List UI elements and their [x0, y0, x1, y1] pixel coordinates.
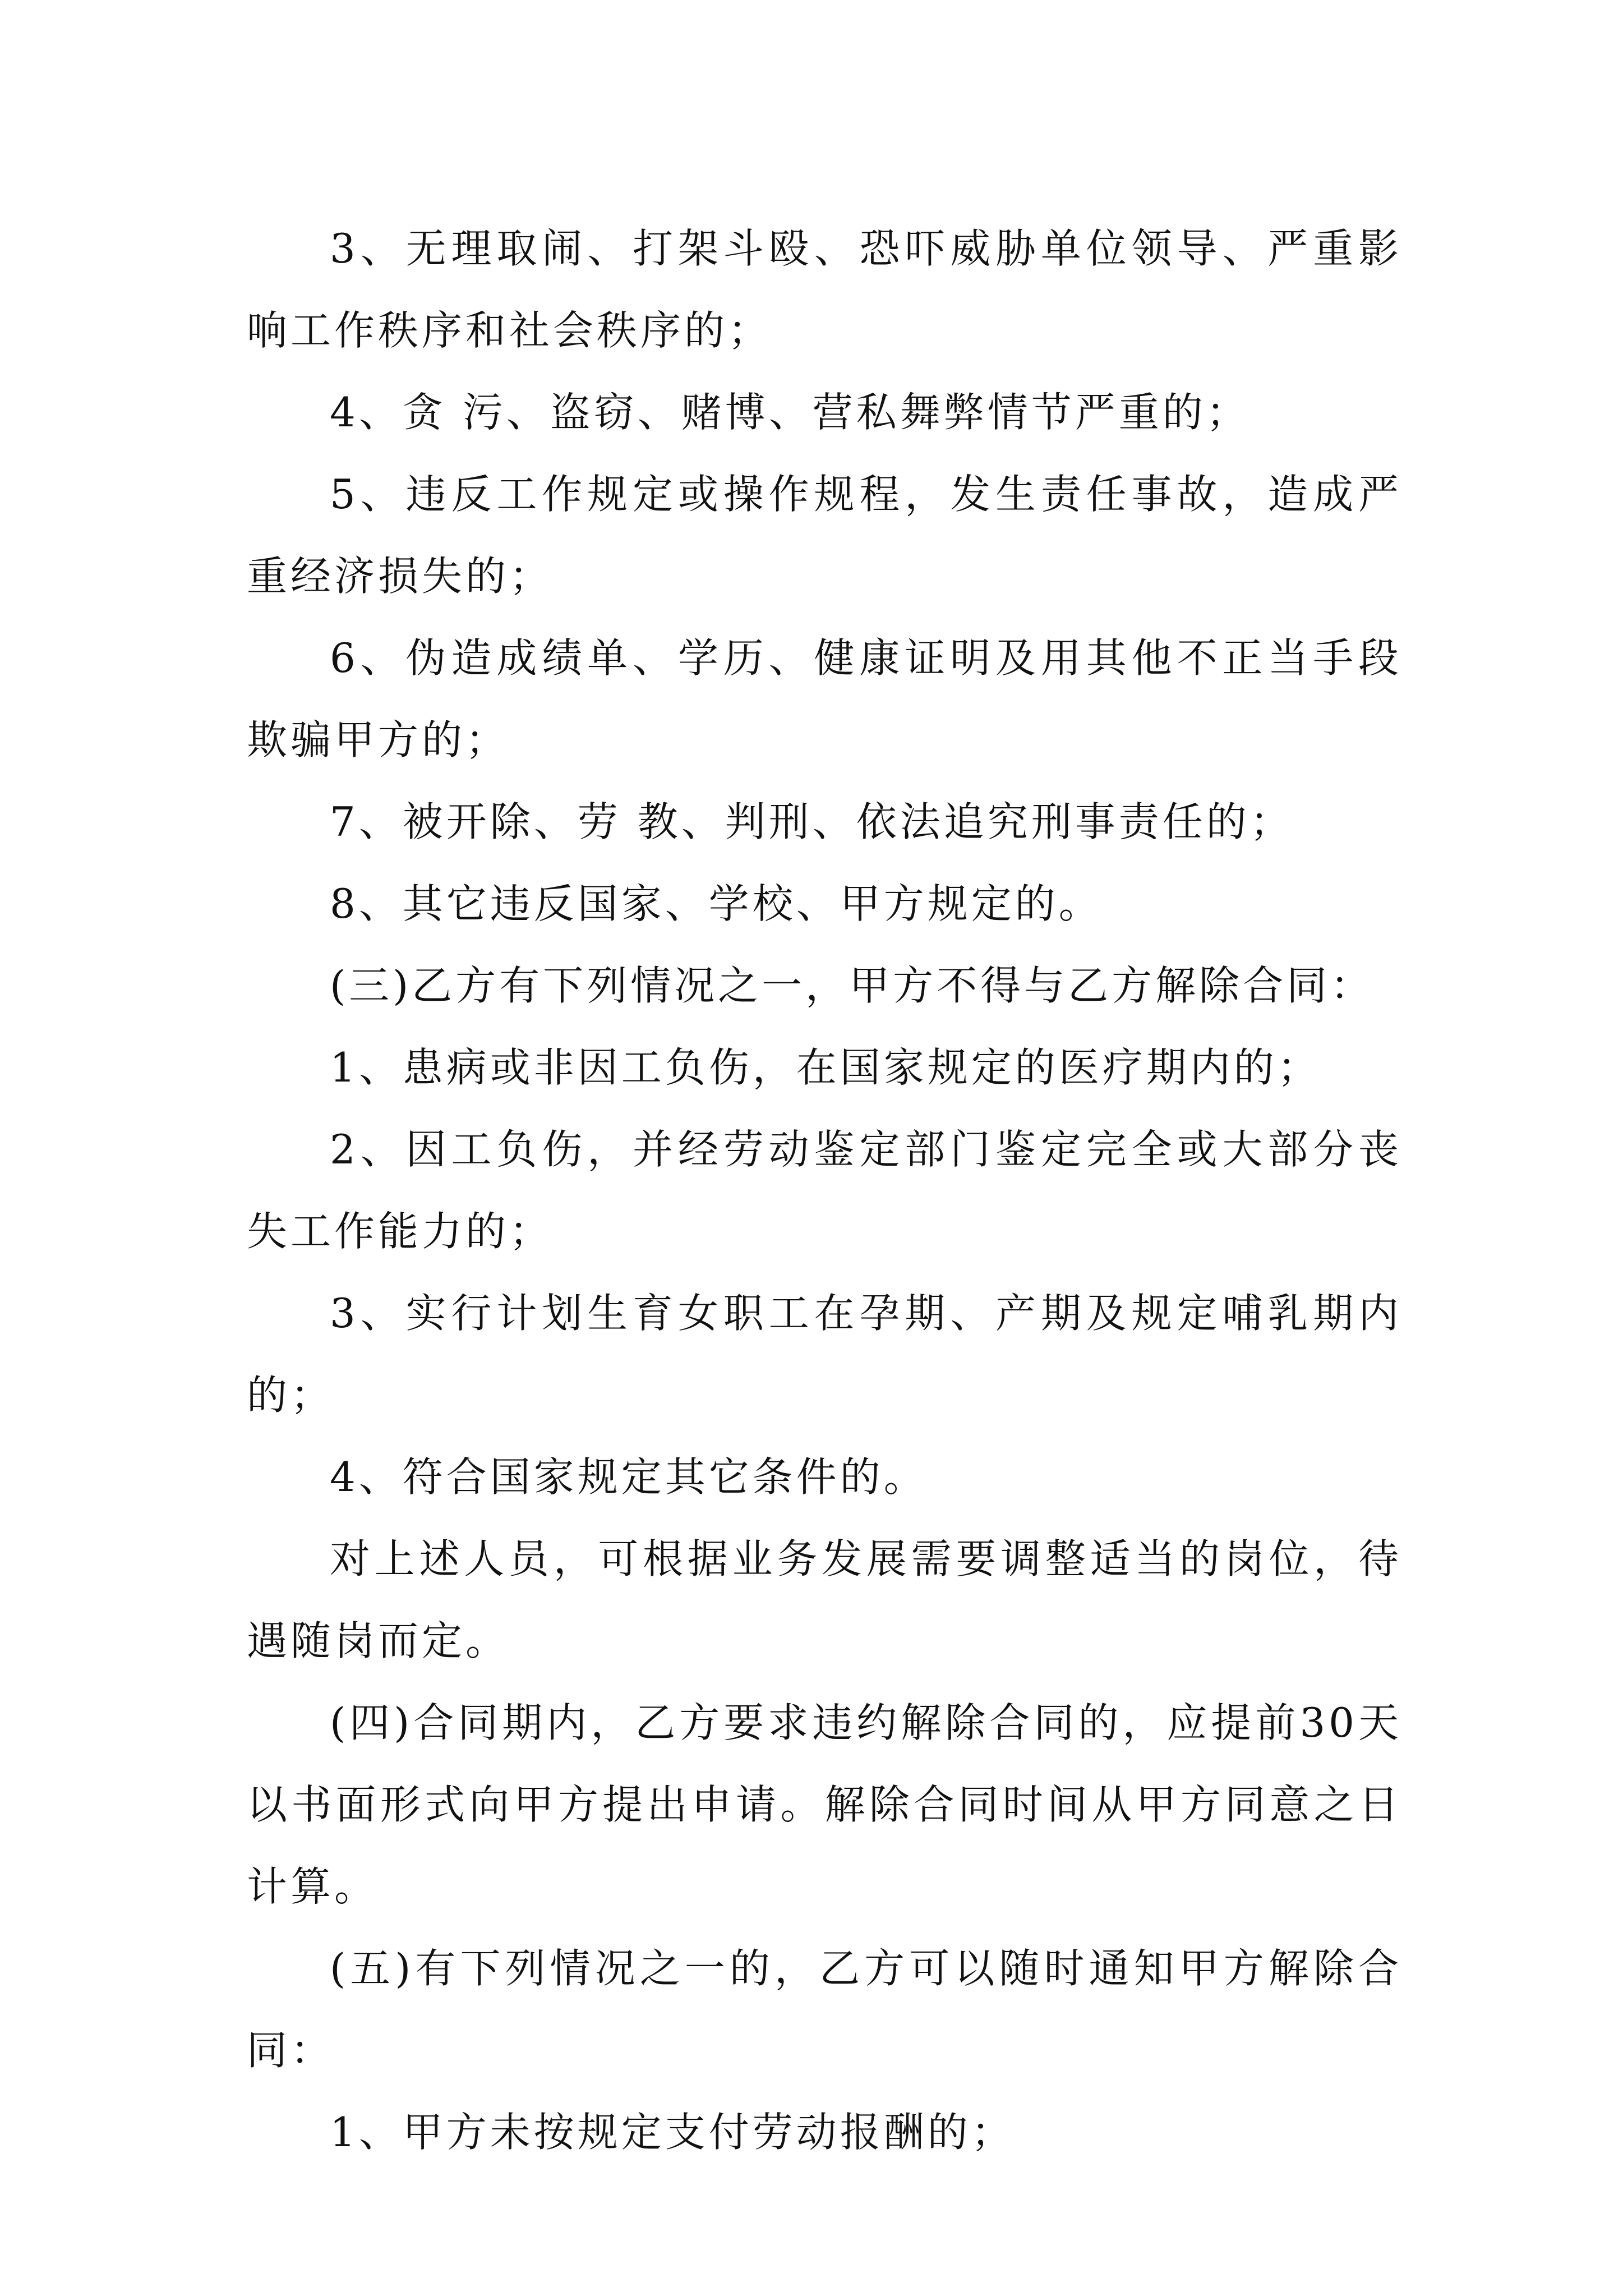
paragraph-item-7-dismissal: 7、被开除、劳 教、判刑、依法追究刑事责任的； [330, 798, 1294, 845]
paragraph-section-5: (五)有下列情况之一的，乙方可以随时通知甲方解除合同： [247, 1945, 1402, 2074]
paragraph-section-3: (三)乙方有下列情况之一，甲方不得与乙方解除合同： [330, 962, 1375, 1009]
paragraph-personnel-adjustment: 对上述人员，可根据业务发展需要调整适当的岗位，待遇随岗而定。 [247, 1535, 1402, 1664]
paragraph-section-4: (四)合同期内，乙方要求违约解除合同的，应提前30天以书面形式向甲方提出申请。解除合同时间从甲方同意之日计算。 [247, 1699, 1402, 1910]
paragraph-item-6-fraud: 6、伪造成绩单、学历、健康证明及用其他不正当手段欺骗甲方的； [247, 634, 1402, 763]
paragraph-item-4-corruption: 4、贪 污、盗窃、赌博、营私舞弊情节严重的； [330, 389, 1250, 436]
paragraph-item-8-other: 8、其它违反国家、学校、甲方规定的。 [330, 880, 1103, 927]
paragraph-section-3-item-3: 3、实行计划生育女职工在孕期、产期及规定哺乳期内的； [247, 1290, 1402, 1419]
paragraph-section-3-item-4: 4、符合国家规定其它条件的。 [330, 1453, 928, 1501]
document-body [247, 208, 1402, 2173]
paragraph-item-5-violation: 5、违反工作规定或操作规程，发生责任事故，造成严重经济损失的； [247, 471, 1402, 600]
paragraph-section-5-item-1: 1、甲方未按规定支付劳动报酬的； [330, 2109, 1015, 2156]
paragraph-section-3-item-1: 1、患病或非因工负伤，在国家规定的医疗期内的； [330, 1044, 1321, 1091]
paragraph-item-3-misconduct: 3、无理取闹、打架斗殴、恐吓威胁单位领导、严重影响工作秩序和社会秩序的； [247, 225, 1402, 354]
paragraph-section-3-item-2: 2、因工负伤，并经劳动鉴定部门鉴定完全或大部分丧失工作能力的； [247, 1126, 1402, 1255]
